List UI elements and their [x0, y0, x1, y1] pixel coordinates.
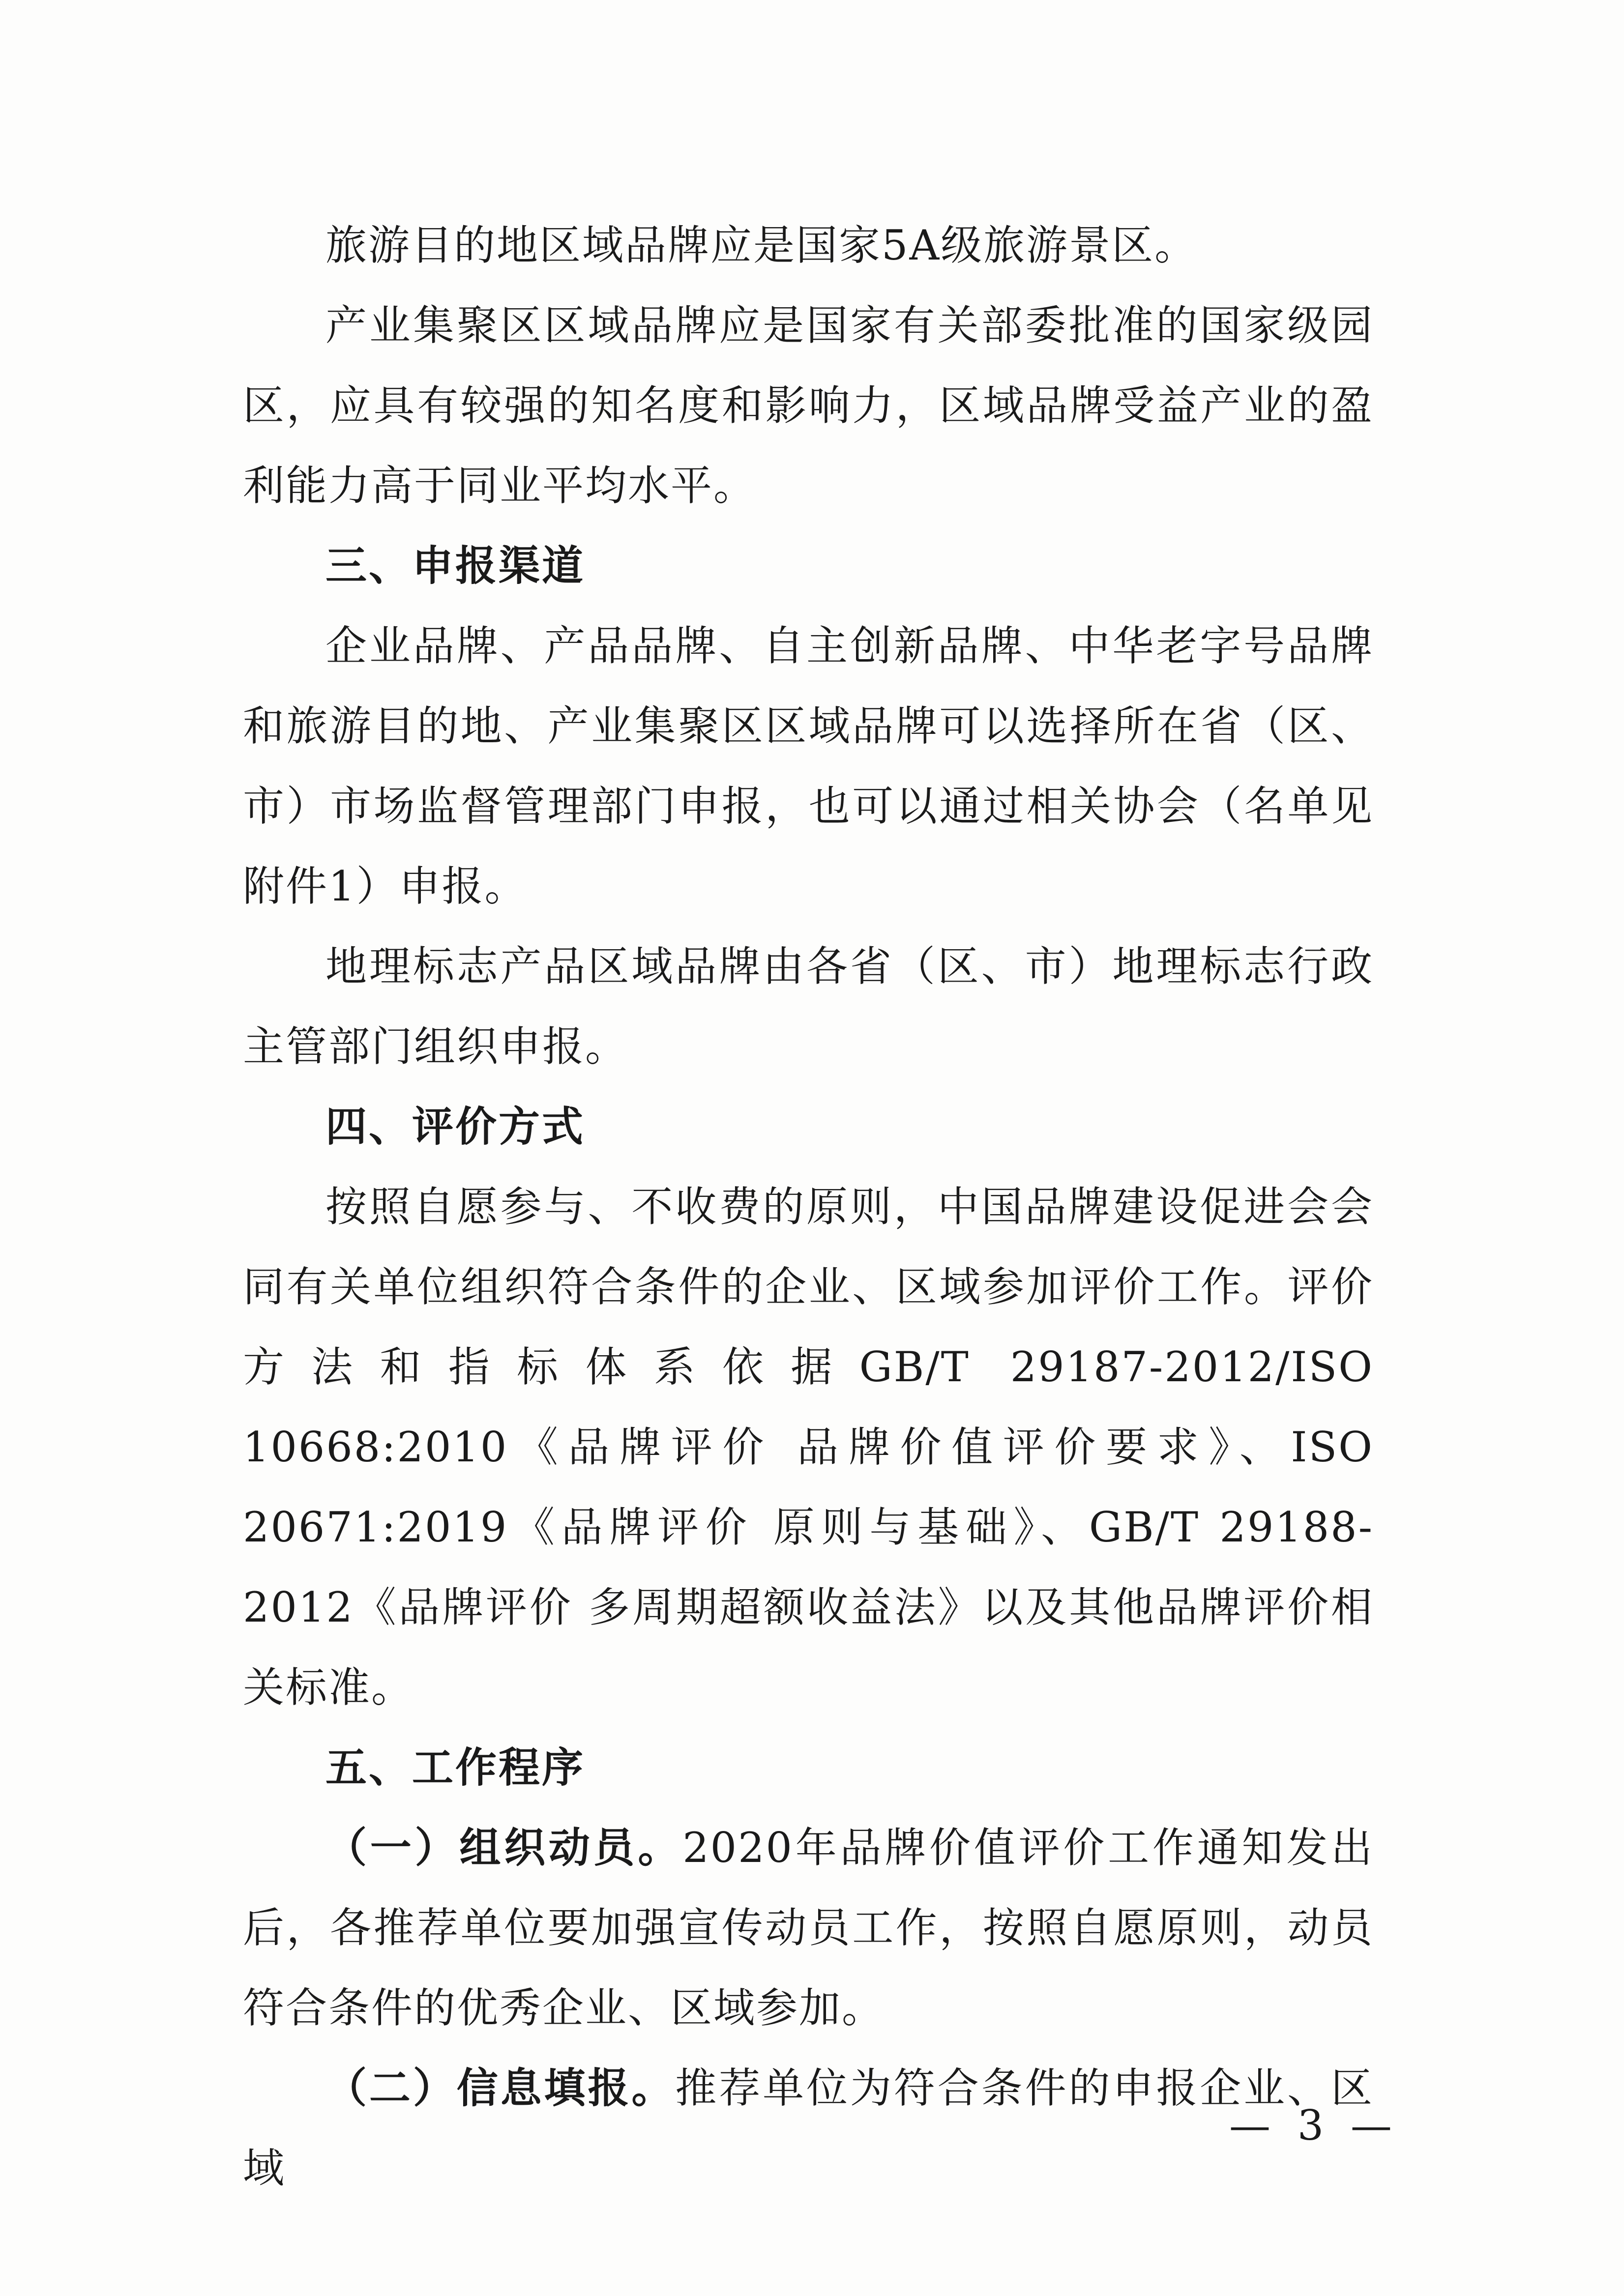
section-heading-5: 五、工作程序: [325, 1744, 586, 1792]
paragraph-industry-cluster: 产业集聚区区域品牌应是国家有关部委批准的国家级园区，应具有较强的知名度和影响力，区域品牌受益产业的盈利能力高于同业平均水平。: [243, 301, 1374, 510]
document-body: [243, 205, 1374, 2209]
paragraph-evaluation-method: 按照自愿参与、不收费的原则，中国品牌建设促进会会同有关单位组织符合条件的企业、区域参加评价工作。评价方法和指标体系依据GB/T 29187-2012/ISO 10668:2010《品牌评价 品牌价值评价要求》、ISO 20671:2019《品牌评价 原则与基础》、GB/T 29188-2012《品牌评价 多周期超额收益法》以及其他品牌评价相关标准。: [243, 1183, 1374, 1712]
subsection-lead-2: （二）信息填报。: [325, 2064, 676, 2112]
paragraph-geo-indication: 地理标志产品区域品牌由各省（区、市）地理标志行政主管部门组织申报。: [243, 942, 1374, 1071]
paragraph-info-filing: [243, 2048, 1374, 2209]
paragraph-tourism-brand: 旅游目的地区域品牌应是国家5A级旅游景区。: [325, 221, 1198, 269]
subsection-lead-1: （一）组织动员。: [325, 1824, 683, 1872]
subsection-text-2: 推荐单位为符合条件的申报企业、区域: [243, 2064, 1374, 2192]
paragraph-mobilization: [243, 1808, 1374, 2048]
section-heading-4: 四、评价方式: [325, 1103, 586, 1151]
paragraph-channels: 企业品牌、产品品牌、自主创新品牌、中华老字号品牌和旅游目的地、产业集聚区区域品牌可以选择所在省（区、市）市场监督管理部门申报，也可以通过相关协会（名单见附件1）申报。: [243, 622, 1374, 910]
page-number: — 3 —: [1229, 2101, 1399, 2150]
subsection-text-1: 2020年品牌价值评价工作通知发出后，各推荐单位要加强宣传动员工作，按照自愿原则，动员符合条件的优秀企业、区域参加。: [243, 1824, 1374, 2032]
section-heading-3: 三、申报渠道: [325, 542, 586, 590]
